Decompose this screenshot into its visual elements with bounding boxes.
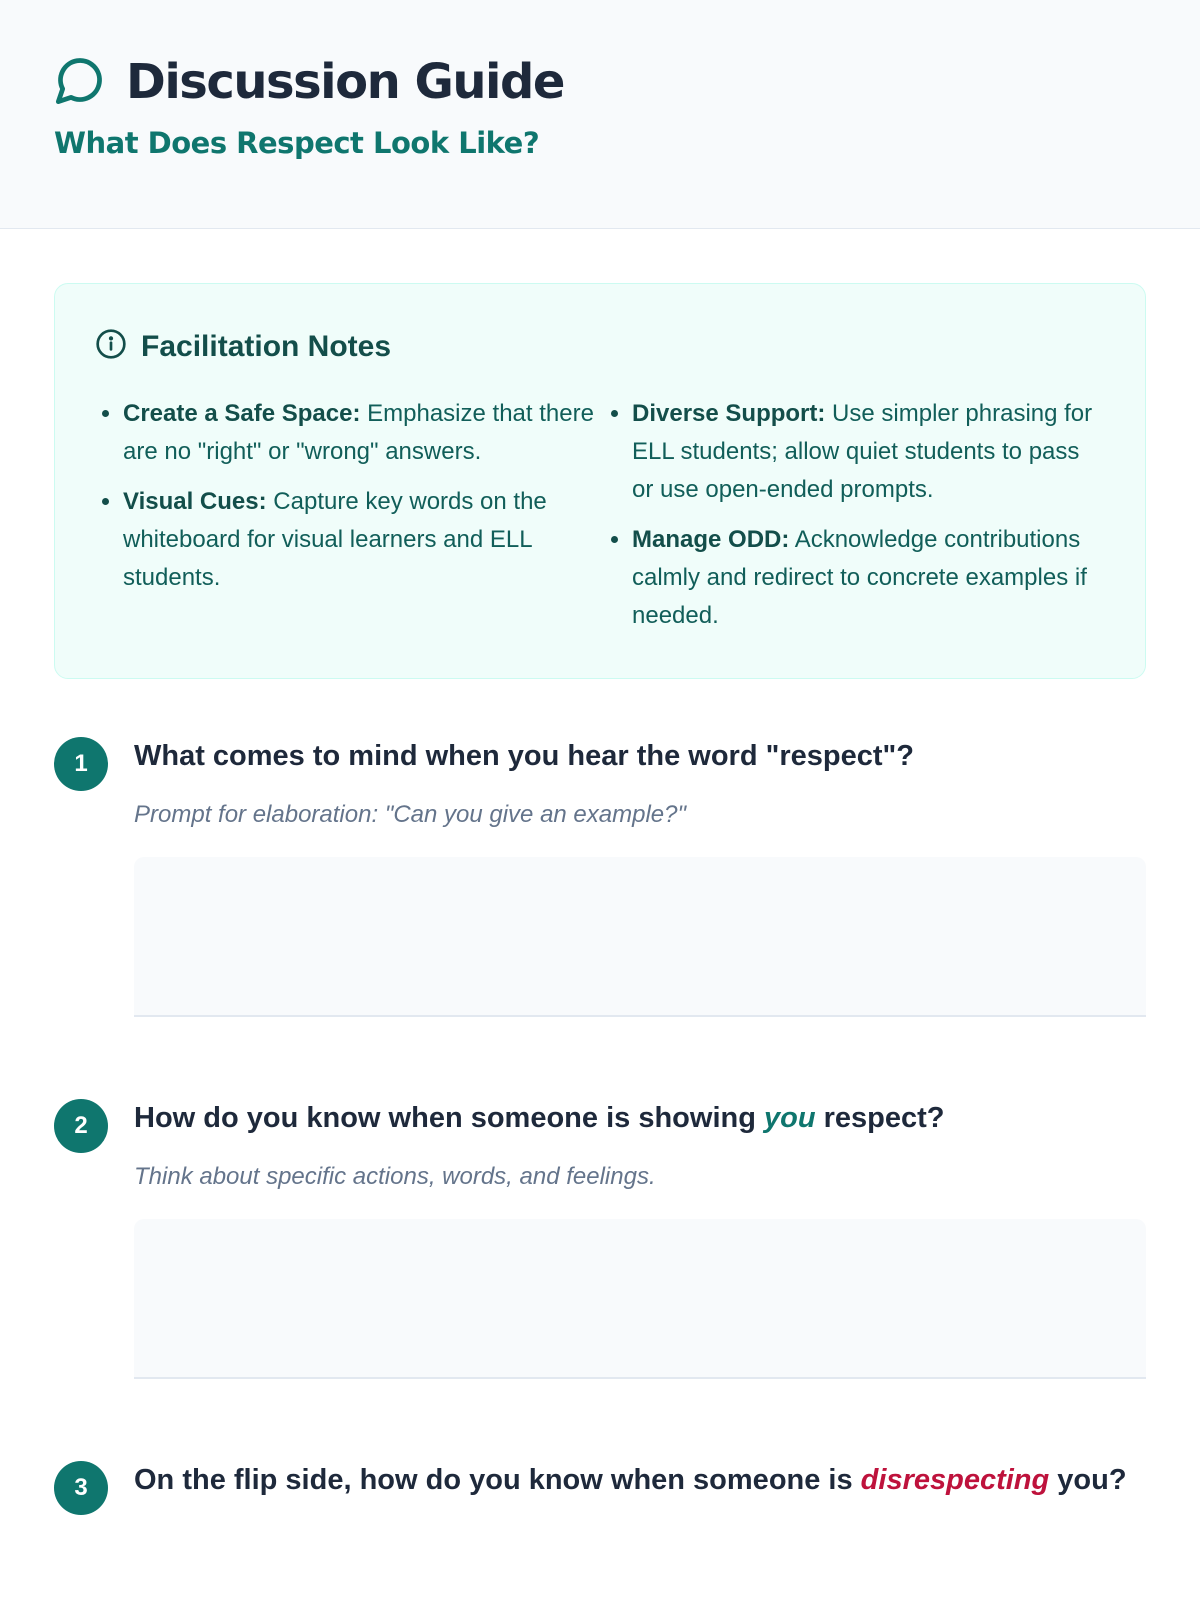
question-text-start: How do you know when someone is showing [134, 1102, 764, 1134]
title-row [54, 52, 1146, 112]
question-text-end: respect? [815, 1102, 945, 1134]
question-hint: Think about specific actions, words, and feelings. [134, 1163, 656, 1190]
question-body [134, 1457, 1146, 1515]
note-text: Acknowledge contributions calmly and redirect to concrete examples if needed. [632, 526, 1087, 629]
page-title: Discussion Guide [126, 54, 564, 110]
notes-column-right [596, 395, 1105, 647]
question-1 [54, 733, 1146, 1017]
question-text [134, 1457, 1146, 1503]
note-label: Create a Safe Space: [123, 400, 361, 427]
answer-box[interactable] [134, 1219, 1146, 1379]
info-icon [95, 328, 141, 365]
note-text: Use simpler phrasing for ELL students; allow quiet students to pass or use open-ended prompts. [632, 400, 1093, 503]
notes-columns [95, 395, 1105, 647]
question-text: What comes to mind when you hear the word "respect"? [134, 740, 914, 772]
question-text-end: you? [1049, 1464, 1127, 1496]
notes-column-left [95, 395, 596, 647]
note-label: Visual Cues: [123, 488, 267, 515]
question-number-badge: 1 [54, 737, 108, 791]
notes-title: Facilitation Notes [141, 329, 392, 363]
note-label: Diverse Support: [632, 400, 826, 427]
note-text: Emphasize that there are no "right" or "wrong" answers. [123, 400, 594, 465]
note-label: Manage ODD: [632, 526, 790, 553]
note-text: Capture key words on the whiteboard for visual learners and ELL students. [123, 488, 547, 591]
answer-box[interactable] [134, 857, 1146, 1017]
page-header [0, 0, 1200, 229]
note-item [632, 395, 1105, 509]
page-subtitle: What Does Respect Look Like? [54, 126, 540, 160]
note-item [632, 521, 1105, 635]
question-number-badge: 3 [54, 1461, 108, 1515]
question-text-start: On the flip side, how do you know when someone is [134, 1464, 861, 1496]
question-3 [54, 1457, 1146, 1515]
facilitation-notes [54, 283, 1146, 679]
question-hint: Prompt for elaboration: "Can you give an example?" [134, 801, 687, 828]
question-text [134, 1095, 1146, 1141]
note-item [123, 395, 596, 471]
main-content [0, 229, 1200, 1515]
question-2 [54, 1095, 1146, 1379]
question-emphasis: disrespecting [860, 1464, 1050, 1496]
note-item [123, 483, 596, 597]
question-body [134, 1095, 1146, 1379]
question-emphasis: you [764, 1102, 816, 1134]
question-number-badge: 2 [54, 1099, 108, 1153]
notes-header [95, 328, 1105, 365]
question-body [134, 733, 1146, 1017]
chat-bubble-icon [54, 54, 126, 111]
